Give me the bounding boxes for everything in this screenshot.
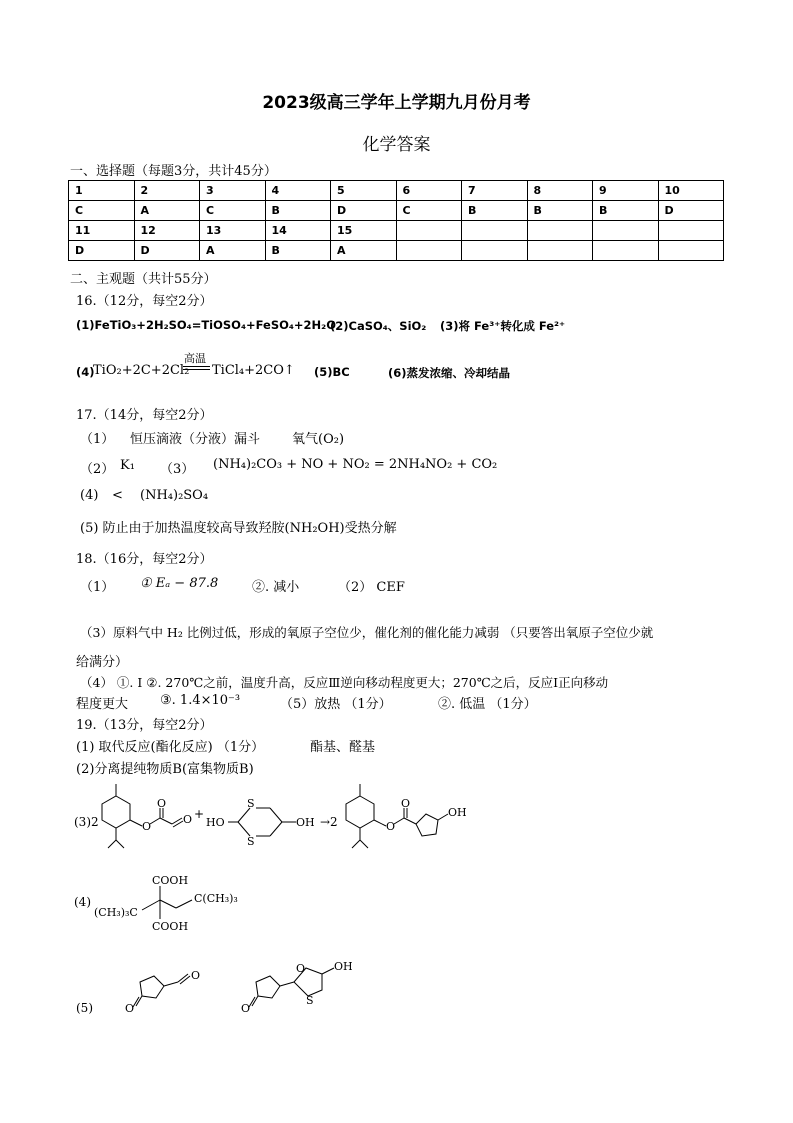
tbutyl-label-right: C(CH₃)₃ [194,892,238,905]
answer-table-cell: 10 [658,181,724,201]
q18-answer-4-value: ③. 1.4×10⁻³ [160,693,241,708]
answer-table-cell [658,241,724,261]
q17-label-4: (4) [80,488,99,503]
lactone-aldehyde-structure [133,974,190,1007]
answer-table-row [69,181,724,201]
answer-table-cell: 2 [134,181,200,201]
q19-reaction-3 [70,778,510,878]
oh-label: OH [334,960,353,973]
answer-table-cell: 15 [331,221,397,241]
q19-label-5: (5) [76,1001,93,1015]
q16-equation-left: TiO₂+2C+2Cl₂ [93,363,190,378]
answer-table-cell: 14 [265,221,331,241]
s-atom: S [247,797,255,810]
q16-answer-2: (2)CaSO₄、SiO₂ [330,319,427,333]
answer-table-cell: C [200,201,266,221]
q18-answer-4-line2: 程度更大 [76,697,129,712]
answer-table-cell [462,221,528,241]
cooh-label: COOH [152,920,189,933]
answer-table-cell: 4 [265,181,331,201]
answer-table-cell: B [593,201,659,221]
q17-label-3: （3） [160,462,195,477]
q16-condition: 高温 [184,352,206,365]
answer-table-cell: A [134,201,200,221]
q19-answer-1: (1) 取代反应(酯化反应) （1分） [76,740,265,755]
o-atom: O [157,797,167,810]
s-atom: S [306,994,314,1007]
answer-table-cell: 6 [396,181,462,201]
answer-table-cell [396,221,462,241]
q17-label-2: （2） [80,462,115,477]
answer-table-cell: A [331,241,397,261]
q18-answer-4-line1: （4） ①. Ⅰ ②. 270℃之前，温度升高，反应Ⅲ逆向移动程度更大；270℃之后，反应Ⅰ正向移动 [80,675,609,690]
q17-answer-4: < [112,488,123,503]
answer-table-cell: 11 [69,221,135,241]
q19-heading: 19.（13分，每空2分） [76,718,213,733]
answer-table-cell: 13 [200,221,266,241]
oh-label: OH [296,816,315,829]
page-title: 2023级高三学年上学期九月份月考 [262,93,531,113]
q19-answer-1b: 酯基、醛基 [310,740,376,755]
o-atom: O [401,797,411,810]
answer-table-cell: D [134,241,200,261]
answer-table-cell [593,221,659,241]
s-atom: S [247,835,255,848]
q19-structures-5 [70,950,390,1025]
answer-table-cell: A [200,241,266,261]
answer-table-cell: C [69,201,135,221]
q19-label-3: (3)2 [74,815,99,829]
answer-table-cell: D [69,241,135,261]
page-subtitle: 化学答案 [362,135,431,155]
q16-answer-5: (5)BC [314,365,350,379]
q18-heading: 18.（16分，每空2分） [76,552,213,567]
oh-label: OH [448,806,467,819]
answer-table-cell [396,241,462,261]
answer-table [68,180,724,261]
answer-table-cell [527,221,593,241]
plus-sign: + [194,807,205,821]
q18-answer-3-line1: （3）原料气中 H₂ 比例过低，形成的氧原子空位少，催化剂的催化能力减弱 （只要答出氧原子空位少就 [80,625,654,640]
o-atom: O [296,962,306,975]
answer-table-row [69,221,724,241]
o-atom: O [125,1002,135,1015]
q19-label-4: (4) [74,895,91,909]
answer-table-cell: B [527,201,593,221]
answer-table-cell: D [331,201,397,221]
q17-answer-5: (5) 防止由于加热温度较高导致羟胺(NH₂OH)受热分解 [80,521,397,536]
q16-answer-4-label: (4) [76,365,95,379]
o-atom: O [183,813,193,826]
o-atom: O [241,1002,251,1015]
q17-label-1: （1） [80,432,115,447]
answer-table-cell [527,241,593,261]
q17-answer-1b: 氧气(O₂) [292,432,345,447]
answer-table-cell: 5 [331,181,397,201]
o-atom: O [386,820,396,833]
q16-answer-3: (3)将 Fe³⁺转化成 Fe²⁺ [440,319,566,333]
q18-answer-3-line2: 给满分） [76,655,129,670]
section2-heading: 二、主观题（共计55分） [70,272,217,287]
answer-table-cell: 1 [69,181,135,201]
dithiane-diol-structure [228,808,296,836]
menthyl-glyoxylate-structure [102,784,183,848]
tbutyl-label-left: (CH₃)₃C [94,906,138,919]
answer-table-cell [462,241,528,261]
q17-answer-4b: (NH₄)₂SO₄ [140,488,209,503]
q19-structure-4 [70,870,270,940]
answer-table-cell [593,241,659,261]
section1-heading: 一、选择题（每题3分，共计45分） [70,164,277,179]
q19-answer-2: (2)分离提纯物质B(富集物质B) [76,762,254,777]
q16-heading: 16.（12分，每空2分） [76,294,213,309]
q16-answer-6: (6)蒸发浓缩、冷却结晶 [388,366,511,380]
answer-table-cell: B [265,201,331,221]
q17-heading: 17.（14分，每空2分） [76,408,213,423]
reaction-arrow: →2 [320,815,338,829]
answer-table-cell: D [658,201,724,221]
q16-answer-1: (1)FeTiO₃+2H₂SO₄=TiOSO₄+FeSO₄+2H₂O [76,318,336,332]
q18-label-1: （1） [80,580,115,595]
q17-answer-3: (NH₄)₂CO₃ + NO + NO₂ = 2NH₄NO₂ + CO₂ [213,457,498,472]
q18-answer-1: ① Eₐ − 87.8 [140,576,219,591]
answer-table-cell: 7 [462,181,528,201]
lactone-oxathiolane-structure [249,968,334,1007]
answer-table-cell: B [462,201,528,221]
answer-table-row [69,241,724,261]
cooh-label: COOH [152,874,189,887]
q18-answer-2: （2） CEF [338,580,405,595]
q18-answer-5b: ②. 低温 （1分） [438,697,537,712]
answer-table-cell [658,221,724,241]
q16-equation-right: TiCl₄+2CO↑ [212,363,295,378]
q17-answer-2: K₁ [120,458,135,473]
q18-answer-5: （5）放热 （1分） [280,697,392,712]
answer-table-cell: 9 [593,181,659,201]
product-structure [346,784,448,848]
answer-table-cell: C [396,201,462,221]
q18-answer-1b: ②. 减小 [252,580,300,595]
o-atom: O [191,969,201,982]
q17-answer-1: 恒压滴液（分液）漏斗 [130,432,261,447]
answer-table-cell: 3 [200,181,266,201]
q16-equals-sign [183,366,210,370]
answer-table-cell: 12 [134,221,200,241]
ho-label: HO [206,816,225,829]
answer-table-row [69,201,724,221]
answer-table-cell: B [265,241,331,261]
answer-table-cell: 8 [527,181,593,201]
o-atom: O [142,820,152,833]
